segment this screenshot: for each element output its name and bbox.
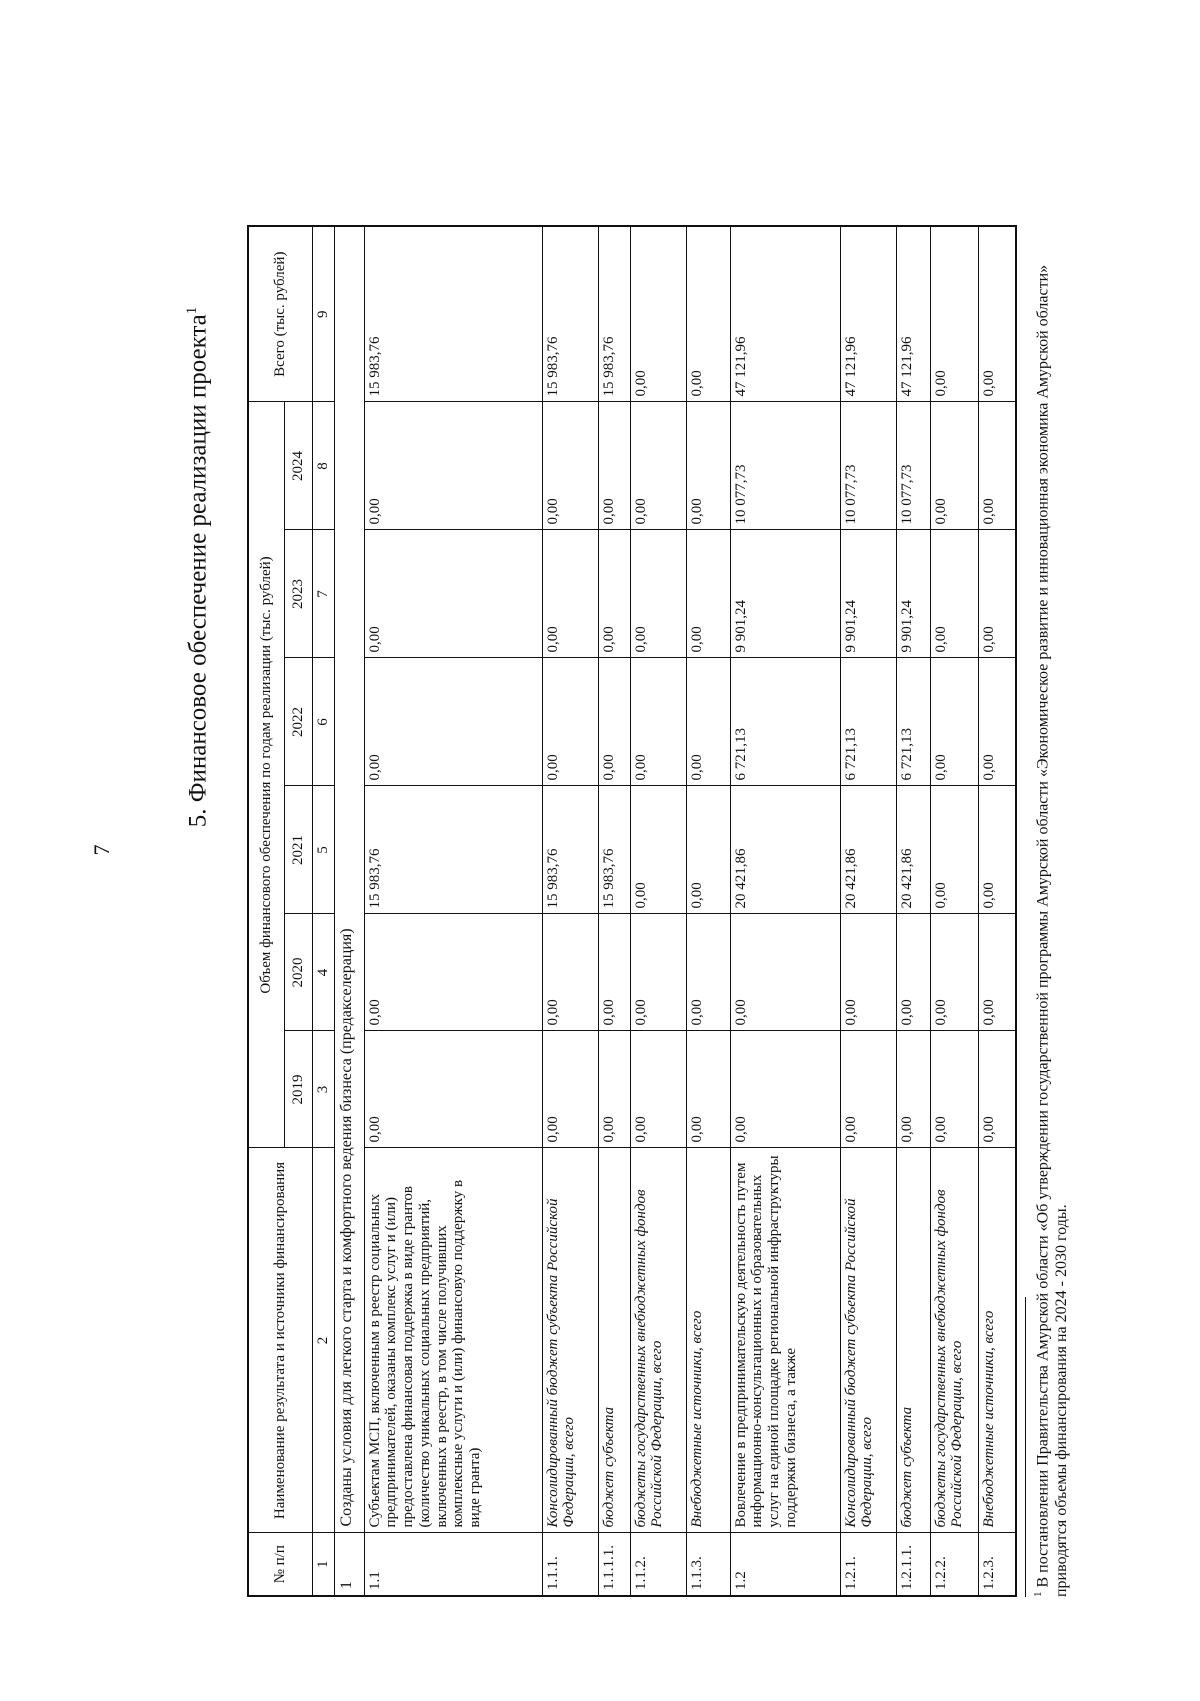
value-2024: 10 077,73 <box>730 402 840 530</box>
table-row <box>730 226 840 1596</box>
row-name: Консолидированный бюджет субъекта Российской Федерации, всего <box>542 1148 598 1533</box>
value-total: 0,00 <box>630 226 686 402</box>
header-year: 2019 <box>284 1031 312 1148</box>
row-number: 1.2.1.1. <box>896 1533 930 1596</box>
header-total: Всего (тыс. рублей) <box>248 226 312 402</box>
value-2024: 0,00 <box>542 402 598 530</box>
footnote <box>1032 227 1071 1597</box>
value-2021: 15 983,76 <box>598 786 630 914</box>
table-row <box>930 226 978 1596</box>
column-number: 2 <box>312 1148 334 1533</box>
header-year: 2023 <box>284 530 312 658</box>
table-row <box>686 226 730 1596</box>
row-name: Вовлечение в предпринимательскую деятельность путем информационно-консультационных и образовательных услуг на единой площадке региональной инфраструктуры поддержки бизнеса, а также <box>730 1148 840 1533</box>
table-row <box>840 226 896 1596</box>
value-2019: 0,00 <box>896 1031 930 1148</box>
value-2020: 0,00 <box>598 914 630 1031</box>
row-name: Консолидированный бюджет субъекта Российской Федерации, всего <box>840 1148 896 1533</box>
row-name: бюджеты государственных внебюджетных фондов Российской Федерации, всего <box>930 1148 978 1533</box>
value-total: 15 983,76 <box>542 226 598 402</box>
header-year: 2020 <box>284 914 312 1031</box>
value-2023: 0,00 <box>930 530 978 658</box>
value-2023: 0,00 <box>686 530 730 658</box>
value-2022: 0,00 <box>542 658 598 786</box>
value-2022: 6 721,13 <box>896 658 930 786</box>
footnote-mark: 1 <box>1032 1591 1044 1597</box>
value-2022: 0,00 <box>598 658 630 786</box>
header-year: 2021 <box>284 786 312 914</box>
value-2024: 0,00 <box>978 402 1016 530</box>
value-2020: 0,00 <box>930 914 978 1031</box>
value-2020: 0,00 <box>730 914 840 1031</box>
value-2019: 0,00 <box>930 1031 978 1148</box>
row-number: 1.2.3. <box>978 1533 1016 1596</box>
section-title: Созданы условия для легкого старта и комфортного ведения бизнеса (предакселерация) <box>334 226 364 1533</box>
table-row <box>896 226 930 1596</box>
row-number: 1.1.1. <box>542 1533 598 1596</box>
value-2021: 20 421,86 <box>896 786 930 914</box>
heading-text: 5. Финансовое обеспечение реализации проекта <box>184 314 212 828</box>
value-2020: 0,00 <box>840 914 896 1031</box>
table-row <box>542 226 598 1596</box>
value-2024: 10 077,73 <box>896 402 930 530</box>
row-number: 1.2.1. <box>840 1533 896 1596</box>
value-2023: 9 901,24 <box>730 530 840 658</box>
value-2023: 0,00 <box>978 530 1016 658</box>
column-number: 6 <box>312 658 334 786</box>
value-2021: 20 421,86 <box>840 786 896 914</box>
value-2022: 0,00 <box>978 658 1016 786</box>
row-name: Субъектам МСП, включенным в реестр социальных предпринимателей, оказаны комплекс услуг и (или) предоставлена финансовая поддержка в виде грантов (количество уникальных социальных предприятий, включенных в реестр, в том числе получивших комплексные услуги и (или) финансовую поддержку в виде гранта) <box>364 1148 542 1533</box>
row-number: 1.1.1.1. <box>598 1533 630 1596</box>
column-number: 8 <box>312 402 334 530</box>
value-2023: 0,00 <box>630 530 686 658</box>
footnote-text: В постановлении Правительства Амурской области «Об утверждении государственной программы Амурской области «Экономическое развитие и инновационная экономика Амурской области» приводятся объемы финансирования на 2024 - 2030 годы. <box>1034 264 1070 1597</box>
value-2020: 0,00 <box>978 914 1016 1031</box>
footnote-divider <box>1025 1297 1026 1597</box>
value-2019: 0,00 <box>542 1031 598 1148</box>
value-total: 47 121,96 <box>730 226 840 402</box>
value-total: 47 121,96 <box>896 226 930 402</box>
column-number: 7 <box>312 530 334 658</box>
value-2021: 20 421,86 <box>730 786 840 914</box>
value-2022: 0,00 <box>686 658 730 786</box>
value-total: 0,00 <box>978 226 1016 402</box>
value-2024: 0,00 <box>630 402 686 530</box>
column-number: 3 <box>312 1031 334 1148</box>
header-year: 2024 <box>284 402 312 530</box>
value-2023: 9 901,24 <box>896 530 930 658</box>
value-2022: 0,00 <box>630 658 686 786</box>
value-2019: 0,00 <box>730 1031 840 1148</box>
table-row <box>978 226 1016 1596</box>
column-number: 9 <box>312 226 334 402</box>
value-2022: 0,00 <box>364 658 542 786</box>
section-row <box>334 226 364 1596</box>
row-number: 1.1.3. <box>686 1533 730 1596</box>
table-row <box>630 226 686 1596</box>
financing-table <box>247 225 1017 1597</box>
column-number-row <box>312 226 334 1596</box>
column-number: 4 <box>312 914 334 1031</box>
page-number: 7 <box>89 844 114 856</box>
value-total: 47 121,96 <box>840 226 896 402</box>
value-2019: 0,00 <box>840 1031 896 1148</box>
row-name: бюджет субъекта <box>598 1148 630 1533</box>
value-2023: 0,00 <box>598 530 630 658</box>
rotated-document-body <box>247 227 1071 1597</box>
value-2022: 6 721,13 <box>840 658 896 786</box>
value-2023: 0,00 <box>542 530 598 658</box>
value-2020: 0,00 <box>364 914 542 1031</box>
value-2021: 15 983,76 <box>364 786 542 914</box>
value-2024: 0,00 <box>598 402 630 530</box>
value-2021: 0,00 <box>686 786 730 914</box>
value-2020: 0,00 <box>896 914 930 1031</box>
page-heading <box>172 67 212 1067</box>
value-2019: 0,00 <box>630 1031 686 1148</box>
column-number: 1 <box>312 1533 334 1596</box>
column-number: 5 <box>312 786 334 914</box>
value-total: 15 983,76 <box>598 226 630 402</box>
section-number: 1 <box>334 1533 364 1596</box>
value-2021: 0,00 <box>930 786 978 914</box>
value-2024: 0,00 <box>686 402 730 530</box>
row-number: 1.1 <box>364 1533 542 1596</box>
value-total: 0,00 <box>686 226 730 402</box>
row-number: 1.1.2. <box>630 1533 686 1596</box>
value-total: 0,00 <box>930 226 978 402</box>
table-row <box>364 226 542 1596</box>
row-number: 1.2.2. <box>930 1533 978 1596</box>
header-name: Наименование результата и источники финансирования <box>248 1148 312 1533</box>
value-2022: 0,00 <box>930 658 978 786</box>
value-2023: 0,00 <box>364 530 542 658</box>
value-2022: 6 721,13 <box>730 658 840 786</box>
value-2021: 0,00 <box>978 786 1016 914</box>
row-name: бюджет субъекта <box>896 1148 930 1533</box>
value-2019: 0,00 <box>978 1031 1016 1148</box>
value-2019: 0,00 <box>598 1031 630 1148</box>
value-2021: 0,00 <box>630 786 686 914</box>
value-2024: 0,00 <box>364 402 542 530</box>
row-name: Внебюджетные источники, всего <box>686 1148 730 1533</box>
value-2019: 0,00 <box>364 1031 542 1148</box>
header-row-number: № п/п <box>248 1533 312 1596</box>
table-row <box>598 226 630 1596</box>
value-2019: 0,00 <box>686 1031 730 1148</box>
row-name: Внебюджетные источники, всего <box>978 1148 1016 1533</box>
value-2020: 0,00 <box>630 914 686 1031</box>
value-2020: 0,00 <box>542 914 598 1031</box>
heading-footnote-mark: 1 <box>184 306 200 315</box>
row-number: 1.2 <box>730 1533 840 1596</box>
row-name: бюджеты государственных внебюджетных фондов Российской Федерации, всего <box>630 1148 686 1533</box>
value-2020: 0,00 <box>686 914 730 1031</box>
value-2023: 9 901,24 <box>840 530 896 658</box>
value-2024: 0,00 <box>930 402 978 530</box>
header-year-group: Объем финансового обеспечения по годам реализации (тыс. рублей) <box>248 402 284 1148</box>
value-total: 15 983,76 <box>364 226 542 402</box>
header-year: 2022 <box>284 658 312 786</box>
value-2024: 10 077,73 <box>840 402 896 530</box>
value-2021: 15 983,76 <box>542 786 598 914</box>
